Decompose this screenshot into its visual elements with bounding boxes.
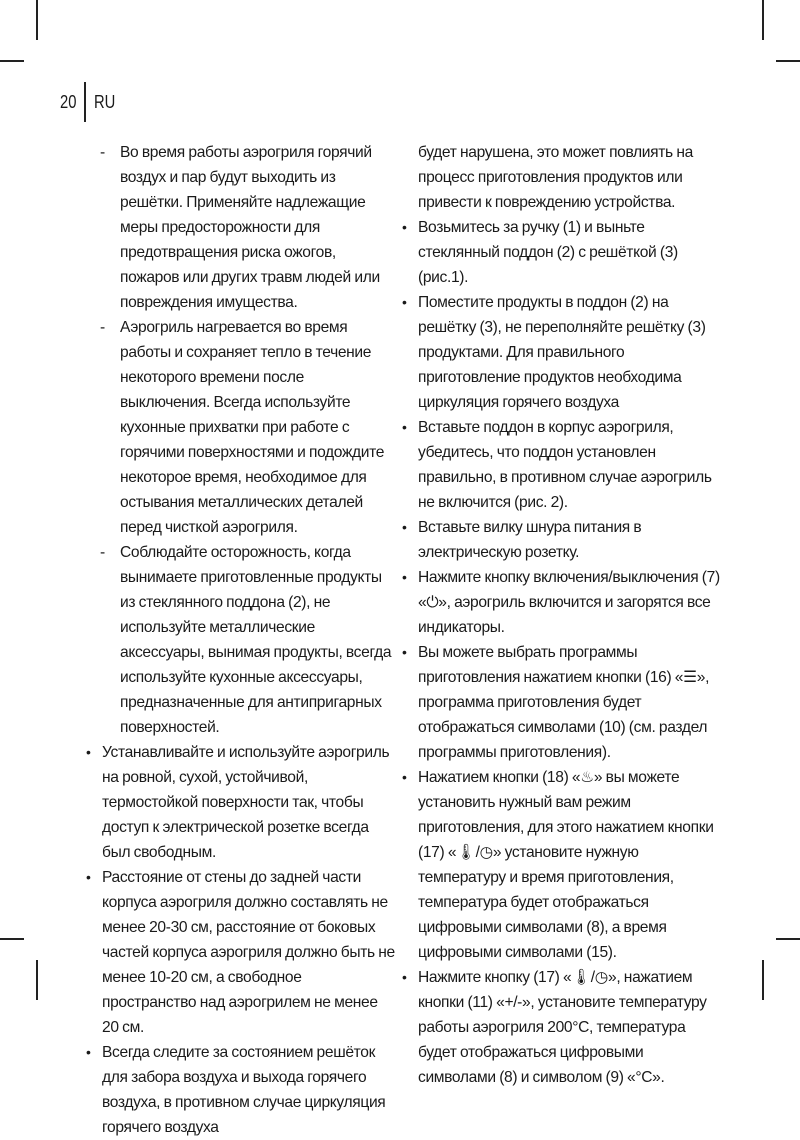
bullet-marker: • [402,969,407,985]
bullet-marker: • [402,519,407,535]
continuation-paragraph: будет нарушена, это может повлиять на процесс приготовления продуктов или привести к повреждению устройства. [418,144,693,211]
crop-mark-bottom-right-horizontal [776,938,800,940]
language-code: RU [94,92,116,112]
bullet-marker: • [402,644,407,660]
bullet-item: • Поместите продукты в поддон (2) на решётку (3), не переполняйте решётку (3) продуктами. Для правильного приготовление продуктов необходима циркуляция горячего воздуха [412,290,722,415]
bullet-item: • Возьмитесь за ручку (1) и выньте стеклянный поддон (2) с решёткой (3) (рис.1). [412,215,722,290]
dash-item: - Во время работы аэрогриля горячий воздух и пар будут выходить из решётки. Применяйте надлежащие меры предосторожности для предотвращения риска ожогов, пожаров или других травм людей или повреждения имущества. [100,140,396,315]
left-column [86,140,396,1140]
crop-mark-bottom-left-vertical [36,960,38,1000]
dash-item: - Аэрогриль нагревается во время работы и сохраняет тепло в течение некоторого времени после выключения. Всегда используйте кухонные прихватки при работе с горячими поверхностями и подождите некоторое время, необходимое для остывания металлических деталей перед чисткой аэрогриля. [100,315,396,540]
bullet-item: • Расстояние от стены до задней части корпуса аэрогриля должно составлять не менее 20-30 см, расстояние от боковых частей корпуса аэрогриля должно быть не менее 10-20 см, а свободное пространство над аэрогрилем не менее 20 см. [96,865,396,1040]
crop-mark-top-right-vertical [762,0,764,40]
bullet-item: • Вставьте поддон в корпус аэрогриля, убедитесь, что поддон установлен правильно, в противном случае аэрогриль не включится (рис. 2). [412,415,722,515]
bullet-item: • Устанавливайте и используйте аэрогриль на ровной, сухой, устойчивой, термостойкой поверхности так, чтобы доступ к электрической розетке всегда был свободным. [96,740,396,865]
bullet-item: • Вы можете выбрать программы приготовления нажатием кнопки (16) «☰», программа приготовления будет отображаться символами (10) (см. раздел программы приготовления). [412,640,722,765]
bullet-item: • Нажатием кнопки (18) «♨» вы можете установить нужный вам режим приготовления, для этого нажатием кнопки (17) «🌡/◷» установите нужную температуру и время приготовления, температура будет отображаться цифровыми символами (8), а время цифровыми символами (15). [412,765,722,965]
bullet-marker: • [402,219,407,235]
header-divider [84,82,86,122]
bullet-item: • Нажмите кнопку включения/выключения (7) «⏻», аэрогриль включится и загорятся все индикаторы. [412,565,722,640]
crop-mark-bottom-right-vertical [762,960,764,1000]
dash-marker: - [100,144,105,161]
dash-marker: - [100,319,105,336]
bullet-item: • Всегда следите за состоянием решёток для забора воздуха и выхода горячего воздуха, в противном случае циркуляция горячего воздуха [96,1040,396,1140]
bullet-marker: • [402,569,407,585]
bullet-marker: • [402,419,407,435]
dash-marker: - [100,544,105,561]
crop-mark-top-right-horizontal [776,60,800,62]
dash-item: - Соблюдайте осторожность, когда вынимаете приготовленные продукты из стеклянного поддона (2), не используйте металлические аксессуары, вынимая продукты, всегда используйте кухонные аксессуары, предназначенные для антипригарных поверхностей. [100,540,396,740]
bullet-marker: • [402,769,407,785]
right-column [402,140,722,1090]
page-number: 20 [60,92,77,112]
bullet-item: • Нажмите кнопку (17) «🌡/◷», нажатием кнопки (11) «+/-», установите температуру работы аэрогриля 200°С, температура будет отображаться цифровыми символами (8) и символом (9) «°С». [412,965,722,1090]
crop-mark-top-left-vertical [36,0,38,40]
crop-mark-top-left-horizontal [0,60,24,62]
bullet-marker: • [86,869,91,885]
bullet-item: • Вставьте вилку шнура питания в электрическую розетку. [412,515,722,565]
bullet-marker: • [86,1044,91,1060]
bullet-marker: • [86,744,91,760]
bullet-marker: • [402,294,407,310]
crop-mark-bottom-left-horizontal [0,938,24,940]
